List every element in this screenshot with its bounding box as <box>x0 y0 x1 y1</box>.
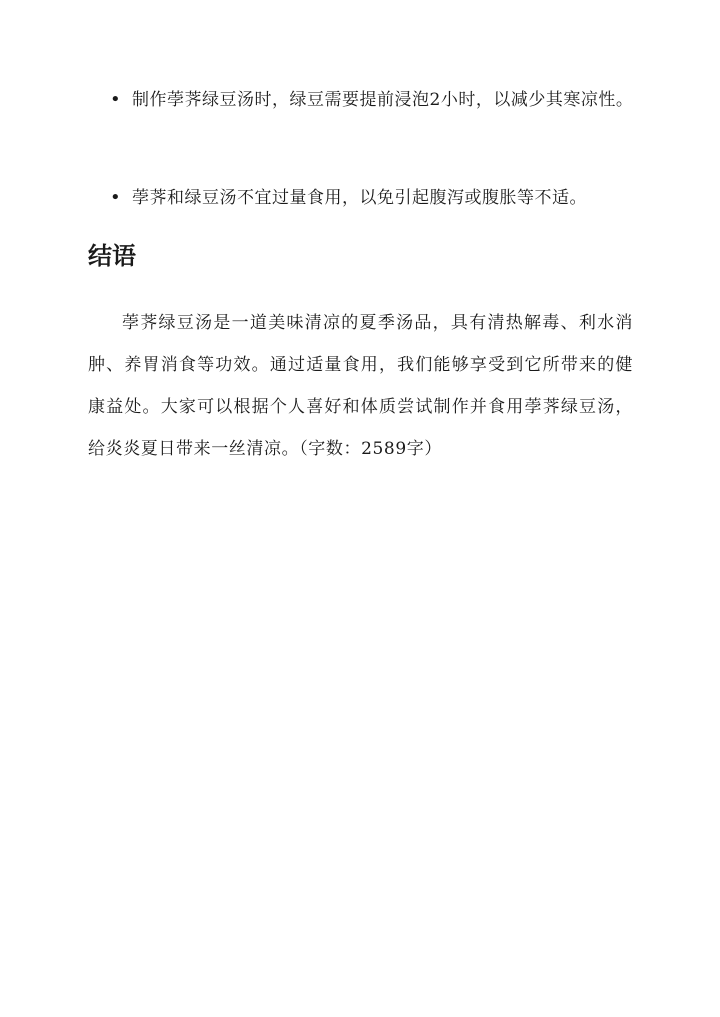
bullet-marker: • <box>110 89 121 110</box>
conclusion-paragraph: 荸荠绿豆汤是一道美味清凉的夏季汤品，具有清热解毒、利水消肿、养胃消食等功效。通过适量食用，我们能够享受到它所带来的健康益处。大家可以根据个人喜好和体质尝试制作并食用荸荠绿豆汤，给炎炎夏日带来一丝清凉。（字数：2589字） <box>88 313 633 459</box>
list-item: 荸荠和绿豆汤不宜过量食用，以免引起腹泻或腹胀等不适。 <box>132 188 587 208</box>
bullet-marker: • <box>110 187 121 208</box>
list-item: 制作荸荠绿豆汤时，绿豆需要提前浸泡2小时，以减少其寒凉性。 <box>132 90 634 110</box>
section-heading: 结语 <box>88 242 136 270</box>
